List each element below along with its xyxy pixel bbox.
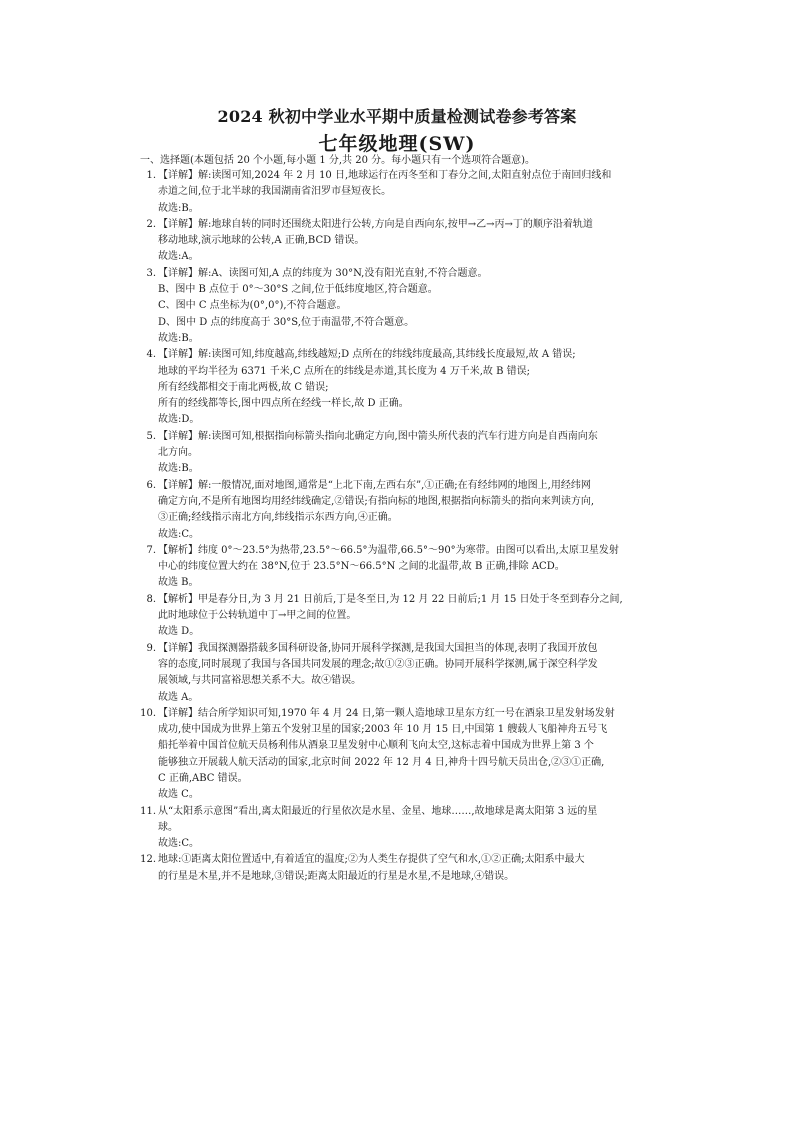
item-explanation (158, 429, 696, 462)
item-explanation (158, 478, 696, 527)
item-answer: 故选:A。 (158, 251, 199, 263)
answer-item (136, 804, 696, 853)
explanation-line: 所有的经线都等长,图中四点所在经线一样长,故 D 正确。 (158, 398, 409, 410)
explanation-line: 确定方向,不是所有地图均用经纬线确定,②错误;有指向标的地图,根据指向标箭头的指向来判读方向, (158, 495, 595, 507)
item-explanation (158, 168, 696, 201)
explanation-line: 地球:①距离太阳位置适中,有着适宜的温度;②为人类生存提供了空气和水,①②正确;太阳系中最大 (158, 854, 585, 866)
item-number: 5. (146, 430, 156, 442)
item-answer: 故选:D。 (158, 414, 200, 426)
item-number: 10. (140, 707, 156, 719)
explanation-line: 展领域,与共同富裕思想关系不大。故④错误。 (158, 675, 362, 687)
answer-item (136, 706, 696, 804)
explanation-line: 地球的平均半径为 6371 千米,C 点所在的纬线是赤道,其长度为 4 万千米,故 B 错误; (158, 365, 530, 377)
answer-item (136, 478, 696, 543)
explanation-line: 【详解】结合所学知识可知,1970 年 4 月 24 日,第一颗人造地球卫星东方红一号在酒泉卫星发射场发射 (158, 707, 615, 719)
item-answer: 故选 B。 (158, 577, 199, 589)
item-answer: 故选 A。 (158, 691, 199, 703)
answer-item (136, 266, 696, 347)
explanation-line: 【详解】解:一般情况,面对地图,通常是“上北下南,左西右东”,①正确;在有经纬网的地图上,用经纬网 (158, 479, 591, 491)
item-explanation (158, 804, 696, 837)
item-answer: 故选:B。 (158, 463, 199, 475)
item-answer: 故选:C。 (158, 838, 200, 850)
item-explanation (158, 852, 696, 885)
item-explanation (158, 347, 696, 412)
explanation-line: 【详解】解:读图可知,根据指向标箭头指向北确定方向,图中箭头所代表的汽车行进方向是自西南向东 (158, 430, 598, 442)
explanation-line: 的行星是木星,并不是地球,③错误;距离太阳最近的行星是水星,不是地球,④错误。 (158, 870, 515, 882)
item-number: 4. (146, 349, 156, 361)
answer-item (136, 543, 696, 592)
answer-item (136, 217, 696, 266)
answer-item (136, 852, 696, 885)
explanation-line: D、图中 D 点的纬度高于 30°S,位于南温带,不符合题意。 (158, 316, 415, 328)
item-number: 12. (140, 854, 156, 866)
item-answer: 故选:C。 (158, 528, 200, 540)
answer-item (136, 429, 696, 478)
explanation-line: 【详解】解:读图可知,纬度越高,纬线越短;D 点所在的纬线纬度最高,其纬线长度最短,故 A 错误; (158, 349, 576, 361)
explanation-line: 【详解】解:地球自转的同时还围绕太阳进行公转,方向是自西向东,按甲→乙→丙→丁的顺序沿着轨道 (158, 218, 593, 230)
item-explanation (158, 543, 696, 576)
item-explanation (158, 641, 696, 690)
explanation-line: 移动地球,演示地球的公转,A 正确,BCD 错误。 (158, 235, 365, 247)
page-subtitle: 七年级地理(SW) (318, 133, 476, 155)
answer-item (136, 347, 696, 428)
explanation-line: 【详解】解:读图可知,2024 年 2 月 10 日,地球运行在丙冬至和丁春分之间,太阳直射点位于南回归线和 (158, 170, 612, 181)
explanation-line: 赤道之间,位于北半球的我国湖南省汨罗市昼短夜长。 (158, 186, 392, 198)
answer-item (136, 168, 696, 217)
explanation-line: C 正确,ABC 错误。 (158, 772, 248, 784)
item-number: 3. (146, 267, 156, 279)
explanation-line: 所有经线都相交于南北两极,故 C 错误; (158, 381, 329, 393)
item-number: 8. (146, 593, 156, 605)
item-number: 2. (146, 218, 156, 230)
item-number: 9. (146, 642, 156, 654)
answer-item (136, 641, 696, 706)
explanation-line: 成功,使中国成为世界上第五个发射卫星的国家;2003 年 10 月 15 日,中国第 1 艘载人飞船神舟五号飞 (158, 724, 608, 736)
page-title: 2024 秋初中学业水平期中质量检测试卷参考答案 (217, 107, 577, 126)
explanation-line: B、图中 B 点位于 0°～30°S 之间,位于低纬度地区,符合题意。 (158, 284, 438, 296)
item-answer: 故选:B。 (158, 332, 199, 344)
explanation-line: 【详解】解:A、读图可知,A 点的纬度为 30°N,没有阳光直射,不符合题意。 (158, 267, 488, 279)
section-heading: 一、选择题(本题包括 20 个小题,每小题 1 分,共 20 分。每小题只有一个选项符合题意)。 (140, 155, 536, 166)
explanation-line: 中心的纬度位置大约在 38°N,位于 23.5°N～66.5°N 之间的北温带,故 B 正确,排除 ACD。 (158, 561, 565, 573)
item-answer: 故选 D。 (158, 626, 200, 638)
item-answer: 故选 C。 (158, 789, 199, 801)
explanation-line: 【解析】甲是春分日,为 3 月 21 日前后,丁是冬至日,为 12 月 22 日前后;1 月 15 日处于冬至到春分之间, (158, 593, 623, 605)
explanation-line: 船托举着中国首位航天员杨利伟从酒泉卫星发射中心顺利飞向太空,这标志着中国成为世界上第 3 个 (158, 740, 594, 752)
item-explanation (158, 706, 696, 787)
explanation-line: 【解析】纬度 0°～23.5°为热带,23.5°～66.5°为温带,66.5°～90°为寒带。由图可以看出,太原卫星发射 (158, 544, 619, 556)
item-answer: 故选:B。 (158, 202, 199, 214)
item-number: 1. (146, 170, 156, 181)
item-explanation (158, 266, 696, 331)
answer-list (136, 168, 696, 885)
explanation-line: C、图中 C 点坐标为(0°,0°),不符合题意。 (158, 300, 347, 312)
item-explanation (158, 592, 696, 625)
item-number: 6. (146, 479, 156, 491)
explanation-line: 从“太阳系示意图”看出,离太阳最近的行星依次是水星、金星、地球……,故地球是离太阳第 3 远的星 (158, 805, 598, 817)
explanation-line: 球。 (158, 821, 178, 833)
explanation-line: 【详解】我国探测器搭载多国科研设备,协同开展科学探测,是我国大国担当的体现,表明了我国开放包 (158, 642, 598, 654)
answer-item (136, 592, 696, 641)
explanation-line: 容的态度,同时展现了我国与各国共同发展的理念;故①②③正确。协同开展科学探测,属于深空科学发 (158, 658, 598, 670)
item-number: 7. (146, 544, 156, 556)
item-number: 11. (140, 805, 156, 817)
item-explanation (158, 217, 696, 250)
explanation-line: 北方向。 (158, 447, 198, 459)
explanation-line: 能够独立开展载人航天活动的国家,北京时间 2022 年 12 月 4 日,神舟十四号航天员出仓,②③①正确, (158, 756, 605, 768)
explanation-line: 此时地球位于公转轨道中丁→甲之间的位置。 (158, 610, 357, 622)
explanation-line: ③正确;经线指示南北方向,纬线指示东西方向,④正确。 (158, 512, 398, 524)
